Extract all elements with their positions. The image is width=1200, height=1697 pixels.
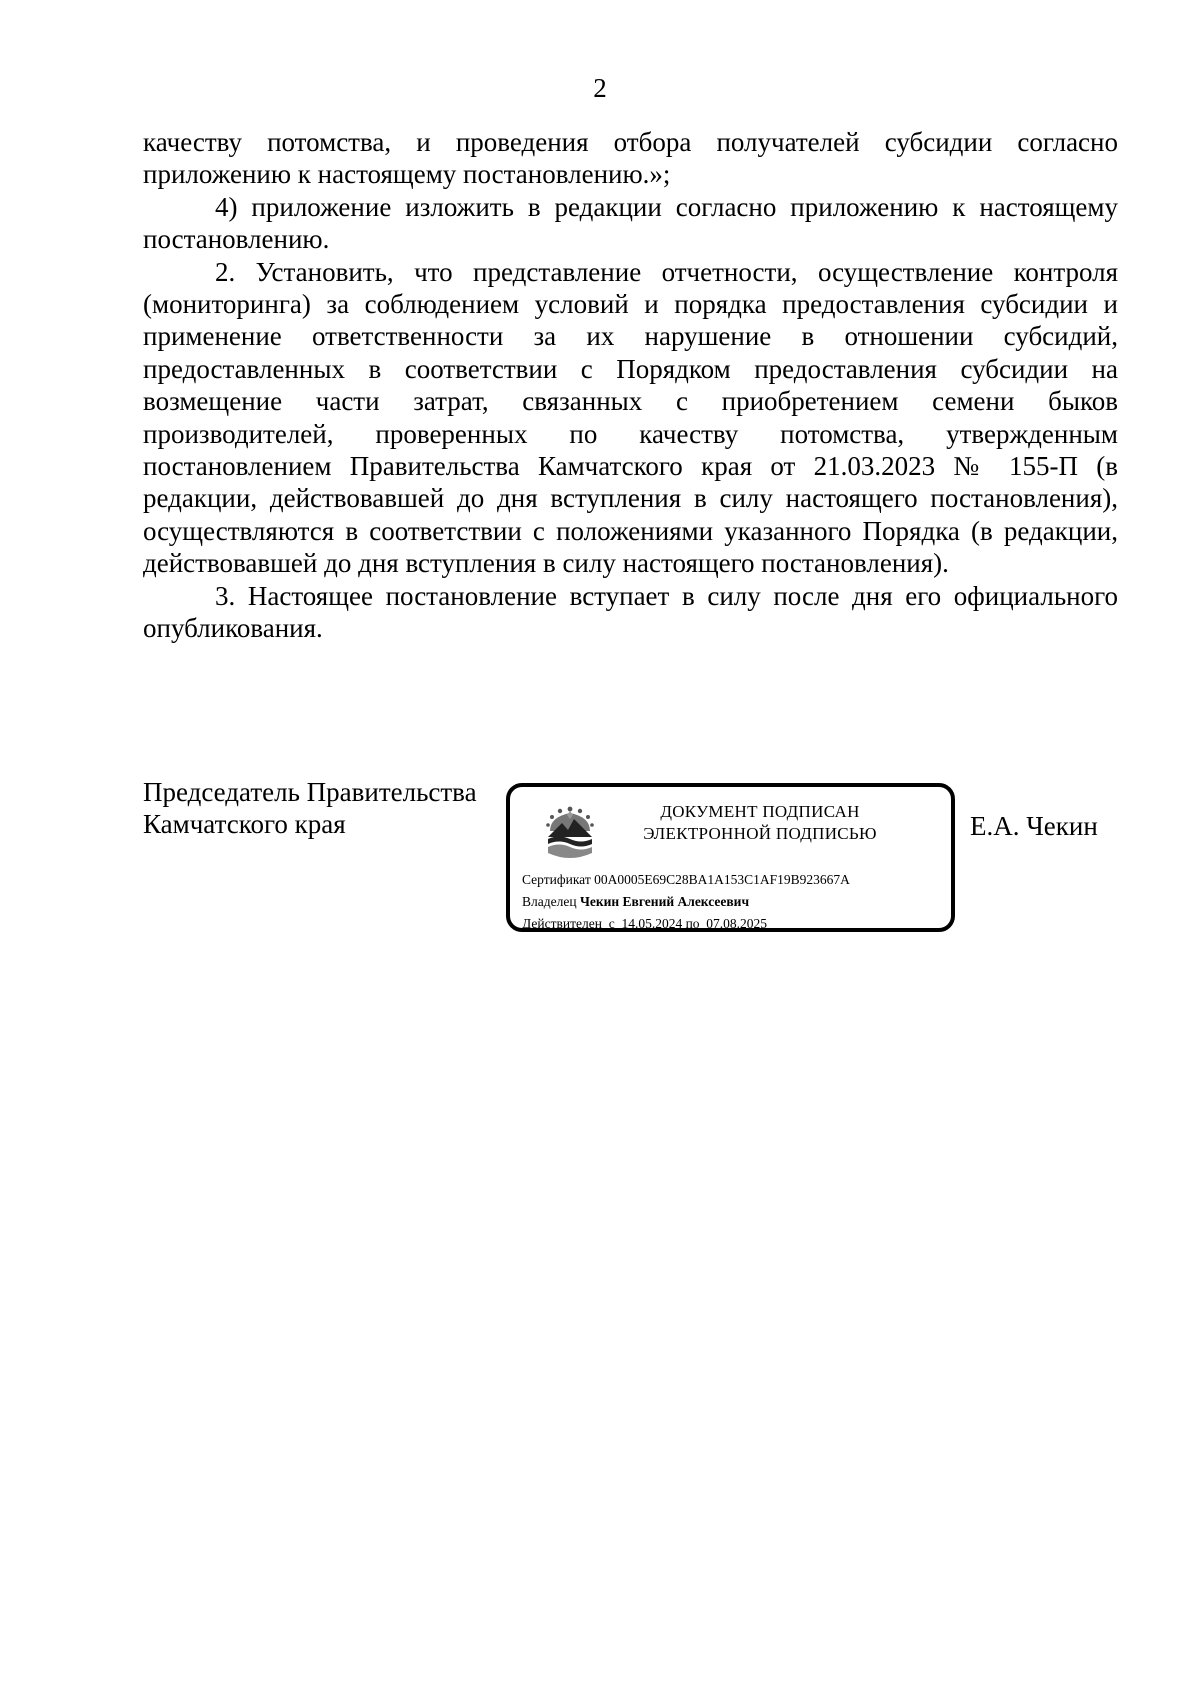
stamp-heading-line-1: ДОКУМЕНТ ПОДПИСАН <box>660 802 860 821</box>
valid-to-date: 07.08.2025 <box>706 916 768 931</box>
paragraph-item-4: 4) приложение изложить в редакции согласно приложению к настоящему постановлению. <box>143 191 1118 255</box>
page-number: 2 <box>593 73 607 103</box>
certificate-label: Сертификат <box>522 872 591 887</box>
certificate-row <box>522 869 850 891</box>
paragraph-clause-2: 2. Установить, что представление отчетности, осуществление контроля (мониторинга) за соблюдением условий и порядка предоставления субсидии и применение ответственности за их нарушение в отношении субсидий, предоставленных в соответствии с Порядком предоставления субсидии на возмещение части затрат, связанных с приобретением семени быков производителей, проверенных по качеству потомства, утвержденным постановлением Правительства Камчатского края от 21.03.2023 № 155-П (в редакции, действовавшей до дня вступления в силу настоящего постановления), осуществляются в соответствии с положениями указанного Порядка (в редакции, действовавшей до дня вступления в силу настоящего постановления). <box>143 256 1118 579</box>
owner-value: Чекин Евгений Алексеевич <box>579 894 750 909</box>
signer-name: Е.А. Чекин <box>970 811 1098 841</box>
electronic-signature-stamp <box>506 783 955 932</box>
paragraph-clause-3: 3. Настоящее постановление вступает в силу после дня его официального опубликования. <box>143 580 1118 644</box>
valid-to-label: по <box>685 916 700 931</box>
valid-label: Действителен <box>522 916 602 931</box>
valid-from-label: с <box>608 916 615 931</box>
document-body <box>143 126 1118 645</box>
stamp-heading <box>610 801 910 845</box>
stamp-heading-line-2: ЭЛЕКТРОННОЙ ПОДПИСЬЮ <box>643 824 877 843</box>
kamchatka-coat-of-arms-icon <box>540 803 600 865</box>
owner-label: Владелец <box>522 894 577 909</box>
signer-title-line-1: Председатель Правительства <box>143 777 477 807</box>
signer-title-line-2: Камчатского края <box>143 809 346 840</box>
certificate-value: 00A0005E69C28BA1A153C1AF19B923667A <box>594 872 850 887</box>
stamp-details <box>522 869 850 935</box>
owner-row <box>522 891 850 913</box>
valid-from-date: 14.05.2024 <box>621 916 683 931</box>
signer-title <box>143 776 477 841</box>
validity-row <box>522 913 850 935</box>
paragraph-continuation: качеству потомства, и проведения отбора получателей субсидии согласно приложению к настоящему постановлению.»; <box>143 127 1118 190</box>
